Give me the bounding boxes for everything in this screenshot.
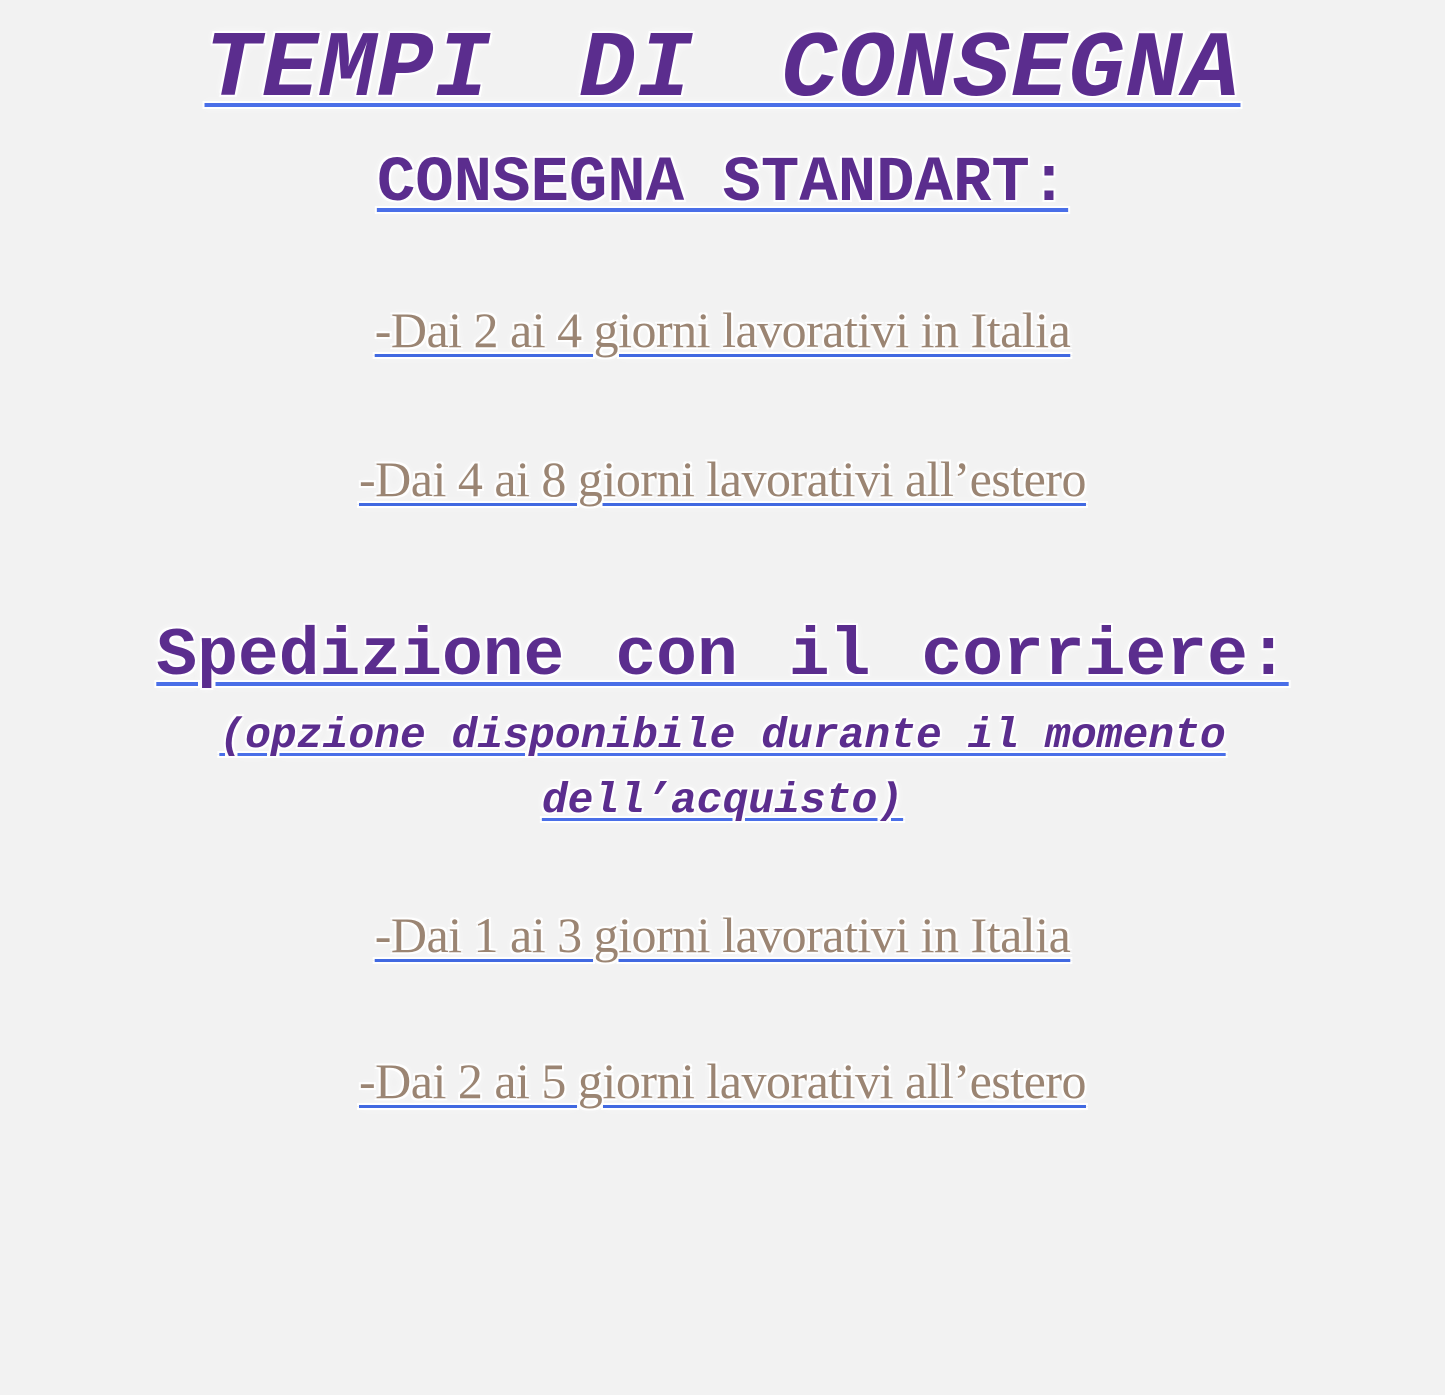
standard-delivery-italy-line: -Dai 2 ai 4 giorni lavorativi in Italia <box>374 301 1071 358</box>
courier-delivery-italy-line: -Dai 1 ai 3 giorni lavorativi in Italia <box>374 907 1071 964</box>
standard-delivery-heading: CONSEGNA STANDART: <box>376 147 1069 220</box>
courier-shipping-heading: Spedizione con il corriere: <box>156 617 1289 695</box>
courier-option-note: (opzione disponibile durante il momento dell’acquisto) <box>219 711 1226 825</box>
standard-delivery-abroad-line: -Dai 4 ai 8 giorni lavorativi all’estero <box>359 451 1086 508</box>
courier-delivery-abroad-line: -Dai 2 ai 5 giorni lavorativi all’estero <box>359 1052 1086 1109</box>
page-title: TEMPI DI CONSEGNA <box>204 18 1241 124</box>
